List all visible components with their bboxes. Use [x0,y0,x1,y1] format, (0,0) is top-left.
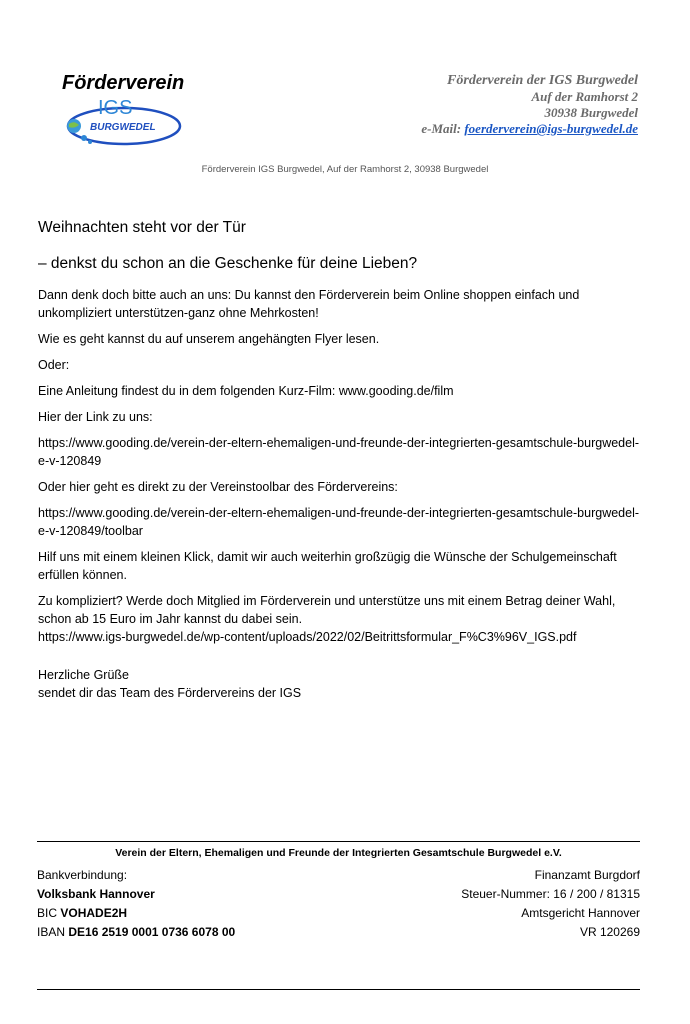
sender-name: Förderverein der IGS Burgwedel [447,73,638,88]
sender-street: Auf der Ramhorst 2 [531,89,638,104]
sender-email-label: e-Mail: [421,121,462,136]
amtsgericht: Amtsgericht Hannover [521,906,640,920]
iban-label: IBAN [37,925,66,939]
logo [60,70,200,150]
iban-line [37,923,235,942]
paragraph-7: Hilf uns mit einem kleinen Klick, damit wir auch weiterhin großzügig die Wünsche der Schulgemeinschaft erfüllen können. [38,550,617,582]
footer-rule-top [37,841,640,842]
footer-title: Verein der Eltern, Ehemaligen und Freunde der Integrierten Gesamtschule Burgwedel e.V. [115,847,562,859]
logo-title: Förderverein [62,72,185,94]
steuer-nummer: Steuer-Nummer: 16 / 200 / 81315 [461,887,640,901]
iban-value: DE16 2519 0001 0736 6078 00 [68,925,236,939]
heading-2: – denkst du schon an die Geschenke für deine Lieben? [38,255,418,272]
link-gooding-toolbar[interactable]: https://www.gooding.de/verein-der-eltern-ehemaligen-und-freunde-der-integrierten-gesamtschule-burgwedel-e-v-120849/toolbar [38,506,640,538]
footer-legal-info [461,866,640,942]
bank-label: Bankverbindung: [37,868,128,882]
heading-1: Weihnachten steht vor der Tür [38,219,246,236]
logo-emblem [60,92,190,152]
return-address: Förderverein IGS Burgwedel, Auf der Ramhorst 2, 30938 Burgwedel [201,164,489,175]
sender-address [421,73,638,137]
logo-igs: IGS [98,97,133,119]
bic-label: BIC [37,906,58,920]
sender-city: 30938 Burgwedel [544,105,638,120]
closing-greeting: Herzliche Grüße [38,668,129,682]
footer-bank-info [37,866,235,942]
logo-burgwedel: BURGWEDEL [90,122,156,133]
paragraph-4: Eine Anleitung findest du in dem folgenden Kurz-Film: www.gooding.de/film [38,384,454,398]
sender-email-link[interactable]: foerderverein@igs-burgwedel.de [464,121,638,136]
bic-line [37,904,235,923]
paragraph-2: Wie es geht kannst du auf unserem angehängten Flyer lesen. [38,332,380,346]
paragraph-6: Oder hier geht es direkt zu der Vereinstoolbar des Fördervereins: [38,480,398,494]
link-gooding-verein[interactable]: https://www.gooding.de/verein-der-eltern-ehemaligen-und-freunde-der-integrierten-gesamtschule-burgwedel-e-v-120849 [38,436,640,468]
bic-value: VOHADE2H [60,906,128,920]
finanzamt: Finanzamt Burgdorf [534,868,640,882]
paragraph-5: Hier der Link zu uns: [38,410,153,424]
vereinsregister: VR 120269 [579,925,640,939]
sender-email-line [421,121,638,137]
footer-rule-bottom [37,989,640,990]
paragraph-3: Oder: [38,358,70,372]
paragraph-8: Zu kompliziert? Werde doch Mitglied im Förderverein und unterstütze uns mit einem Betrag deiner Wahl, schon ab 15 Euro im Jahr kannst du dabei sein. [38,594,616,626]
paragraph-1: Dann denk doch bitte auch an uns: Du kannst den Förderverein beim Online shoppen einfach und unkompliziert unterstützen-ganz ohne Mehrkosten! [38,288,580,320]
link-beitrittsformular[interactable]: https://www.igs-burgwedel.de/wp-content/uploads/2022/02/Beitrittsformular_F%C3%96V_IGS.pdf [38,630,577,644]
bank-name: Volksbank Hannover [37,887,155,901]
letter-body [38,218,648,702]
closing-signature: sendet dir das Team des Fördervereins der IGS [38,686,302,700]
